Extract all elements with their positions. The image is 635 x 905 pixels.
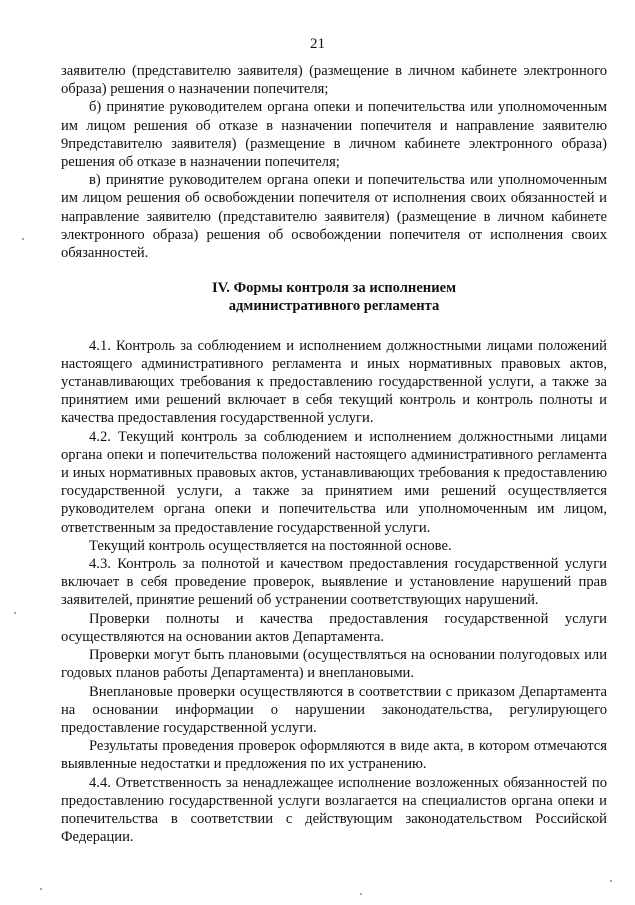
paragraph-checks-types: Проверки могут быть плановыми (осуществляться на основании полугодовых или годовых планов работы Департамента) и внеплановыми. xyxy=(61,647,607,682)
paragraph-4-4: 4.4. Ответственность за ненадлежащее исполнение возложенных обязанностей по предоставлению государственной услуги возлагается на специалистов органа опеки и попечительства в соответствии с действующим законодательством Российской Федерации. xyxy=(61,774,607,846)
document-body xyxy=(61,62,607,846)
section-heading xyxy=(61,279,607,315)
paragraph-unscheduled-checks: Внеплановые проверки осуществляются в соответствии с приказом Департамента на основании информации о нарушении законодательства, регулирующего предоставление государственной услуги. xyxy=(61,683,607,736)
paragraph-4-1: 4.1. Контроль за соблюдением и исполнением должностными лицами положений настоящего административного регламента и иных нормативных правовых актов, устанавливающих требования к предоставлению государственной услуги, а также за принятием ими решений включает в себя текущий контроль и контроль полноты и качества предоставления государственной услуги. xyxy=(61,337,607,427)
paragraph-checks-basis: Проверки полноты и качества предоставления государственной услуги осуществляются на основании актов Департамента. xyxy=(61,610,607,645)
paragraph-continuation: заявителю (представителю заявителя) (размещение в личном кабинете электронного образа) решения о назначении попечителя; xyxy=(61,63,607,98)
paragraph-check-results: Результаты проведения проверок оформляются в виде акта, в котором отмечаются выявленные недостатки и предложения по их устранению. xyxy=(61,738,607,773)
page-number: 21 xyxy=(310,36,325,52)
scan-speck xyxy=(360,893,362,895)
paragraph-4-3: 4.3. Контроль за полнотой и качеством предоставления государственной услуги включает в себя проведение проверок, выявление и установление нарушений прав заявителей, принятие решений об устранении соответствующих нарушений. xyxy=(61,556,607,609)
scan-speck xyxy=(40,888,42,890)
section-heading-line-1: IV. Формы контроля за исполнением xyxy=(211,280,457,297)
paragraph-4-2: 4.2. Текущий контроль за соблюдением и исполнением должностными лицами органа опеки и попечительства положений настоящего административного регламента и иных нормативных правовых актов, устанавливающих требования к предоставлению государственной услуги, а также за принятием ими решений осуществляется руководителем органа опеки и попечительства или уполномоченным им лицом, ответственным за предоставление государственной услуги. xyxy=(61,428,607,536)
paragraph-current-control: Текущий контроль осуществляется на постоянной основе. xyxy=(89,537,452,554)
scan-speck xyxy=(22,238,24,240)
section-heading-line-2: административного регламента xyxy=(228,298,440,315)
list-item-v: в) принятие руководителем органа опеки и попечительства или уполномоченным им лицом решения об освобождении попечителя от исполнения своих обязанностей и направление заявителю (представителю заявителя) (размещение в личном кабинете электронного образа) решения об освобождении попечителя от исполнения своих обязанностей. xyxy=(61,172,607,262)
list-item-b: б) принятие руководителем органа опеки и попечительства или уполномоченным им лицом решения об отказе в назначении попечителя и направление заявителю 9представителю заявителя) (размещение в личном кабинете электронного образа) решения об отказе в назначении попечителя; xyxy=(61,99,607,171)
scan-speck xyxy=(610,880,612,882)
scan-speck xyxy=(14,612,16,614)
